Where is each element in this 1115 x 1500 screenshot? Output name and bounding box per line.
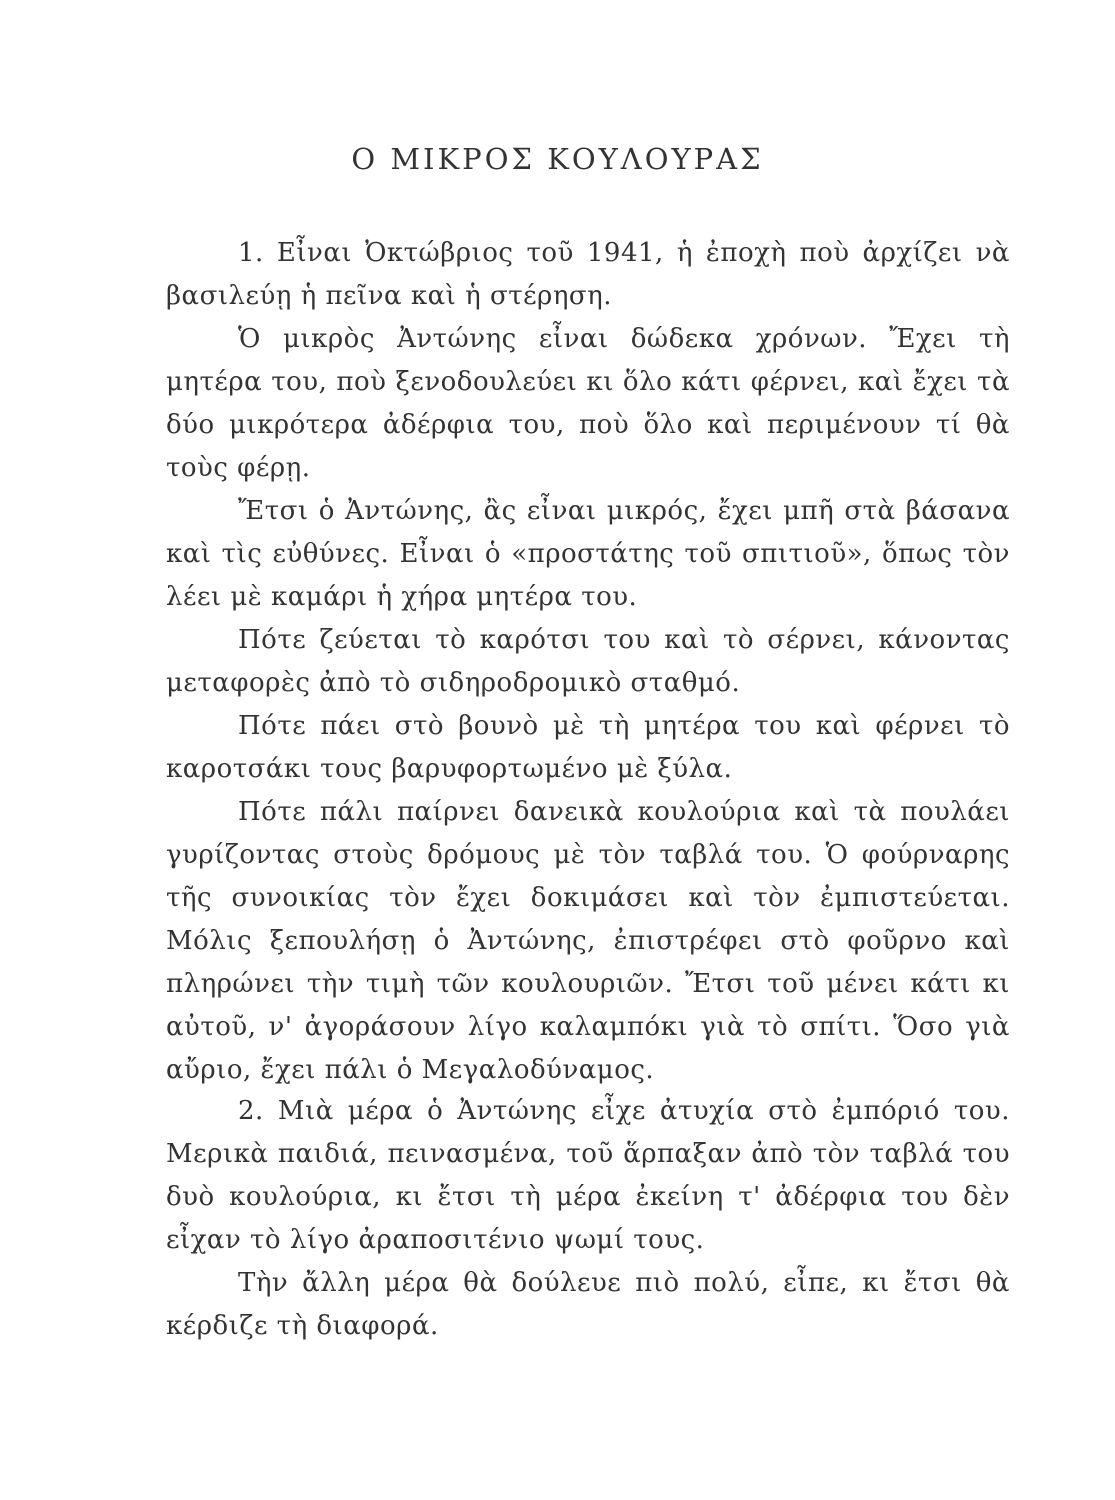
paragraph: 1. Εἶναι Ὀκτώβριος τοῦ 1941, ἡ ἐποχὴ ποὺ ἀρχίζει νὰ βασιλεύῃ ἡ πεῖνα καὶ ἡ στέρηση. xyxy=(166,238,1010,311)
paragraph: 2. Μιὰ μέρα ὁ Ἀντώνης εἶχε ἀτυχία στὸ ἐμπόριό του. Μερικὰ παιδιά, πεινασμένα, τοῦ ἅρπαξαν ἀπὸ τὸν ταβλά του δυὸ κουλούρια, κι ἔτσι τὴ μέρα ἐκείνη τ' ἀδέρφια του δὲν εἶχαν τὸ λίγο ἀραποσιτένιο ψωμί τους. xyxy=(166,1096,1010,1255)
paragraph: Πότε πάλι παίρνει δανεικὰ κουλούρια καὶ τὰ πουλάει γυρίζοντας στοὺς δρόμους μὲ τὸν ταβλά του. Ὁ φούρναρης τῆς συνοικίας τὸν ἔχει δοκιμάσει καὶ τὸν ἐμπιστεύεται. Μόλις ξεπουλήσῃ ὁ Ἀντώνης, ἐπιστρέφει στὸ φοῦρνο καὶ πληρώνει τὴν τιμὴ τῶν κουλουριῶν. Ἔτσι τοῦ μένει κάτι κι αὐτοῦ, ν' ἀγοράσουν λίγο καλαμπόκι γιὰ τὸ σπίτι. Ὅσο γιὰ αὔριο, ἔχει πάλι ὁ Μεγαλοδύναμος. xyxy=(166,797,1010,1085)
paragraph: Τὴν ἄλλη μέρα θὰ δούλευε πιὸ πολύ, εἶπε, κι ἔτσι θὰ κέρδιζε τὴ διαφορά. xyxy=(166,1268,1010,1341)
paragraph: Ἔτσι ὁ Ἀντώνης, ἂς εἶναι μικρός, ἔχει μπῆ στὰ βάσανα καὶ τὶς εὐθύνες. Εἶναι ὁ «προστάτης τοῦ σπιτιοῦ», ὅπως τὸν λέει μὲ καμάρι ἡ χήρα μητέρα του. xyxy=(166,496,1010,612)
section-2 xyxy=(166,1090,1010,1348)
paragraph: Πότε ζεύεται τὸ καρότσι του καὶ τὸ σέρνει, κάνοντας μεταφορὲς ἀπὸ τὸ σιδηροδρομικὸ σταθμό. xyxy=(166,625,1010,698)
page-title: Ο ΜΙΚΡΟΣ ΚΟΥΛΟΥΡΑΣ xyxy=(351,142,764,176)
paragraph: Ὁ μικρὸς Ἀντώνης εἶναι δώδεκα χρόνων. Ἔχει τὴ μητέρα του, ποὺ ξενοδουλεύει κι ὅλο κάτι φέρνει, καὶ ἔχει τὰ δύο μικρότερα ἀδέρφια του, ποὺ ὅλο καὶ περιμένουν τί θὰ τοὺς φέρῃ. xyxy=(166,324,1010,483)
section-1 xyxy=(166,232,1010,1092)
paragraph: Πότε πάει στὸ βουνὸ μὲ τὴ μητέρα του καὶ φέρνει τὸ καροτσάκι τους βαρυφορτωμένο μὲ ξύλα. xyxy=(166,711,1010,784)
